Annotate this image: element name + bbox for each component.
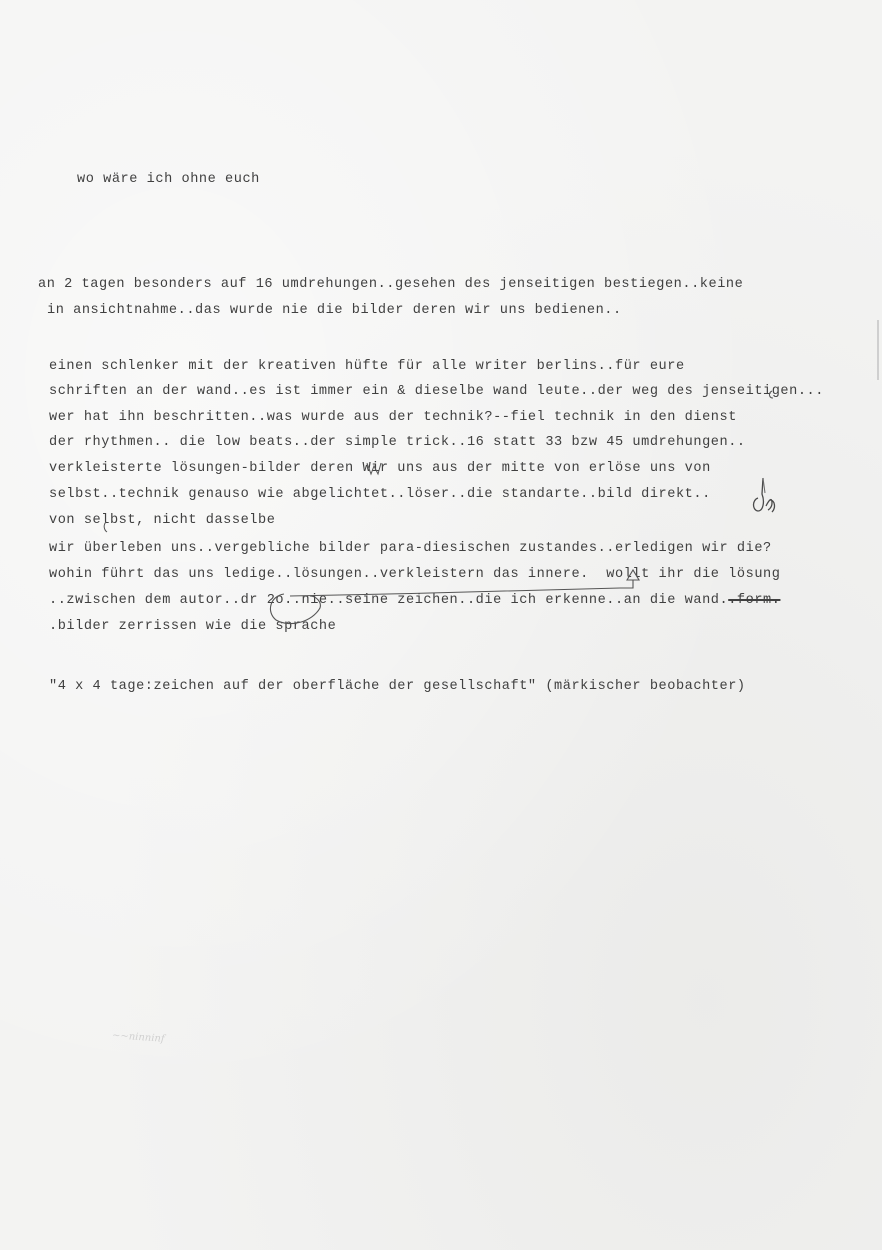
struck-word: .form. <box>728 593 781 608</box>
paragraph2-line-3: wer hat ihn beschritten..was wurde aus der technik?--fiel technik in den dienst <box>49 410 737 425</box>
paragraph2-line-4: der rhythmen.. die low beats..der simple trick..16 statt 33 bzw 45 umdrehungen.. <box>49 435 746 450</box>
handwritten-initials-mark <box>754 478 775 512</box>
paragraph2-line-2: schriften an der wand..es ist immer ein & dieselbe wand leute..der weg des jenseitigen... <box>49 384 824 399</box>
paragraph2-line-11: .bilder zerrissen wie die sprache <box>49 619 337 634</box>
paragraph2-line-5: verkleisterte lösungen-bilder deren Wir uns aus der mitte von erlöse uns von <box>49 461 711 476</box>
margin-stroke <box>763 478 765 493</box>
document-title: wo wäre ich ohne euch <box>77 172 260 187</box>
paragraph2-line-10 <box>49 592 780 610</box>
faint-pencil-mark: ~~ninninf <box>111 1030 165 1045</box>
paragraph2-line-6: selbst..technik genauso wie abgelichtet..löser..die standarte..bild direkt.. <box>49 487 711 502</box>
paragraph2-line-1: einen schlenker mit der kreativen hüfte für alle writer berlins..für eure <box>49 359 685 374</box>
paragraph1-line-1: an 2 tagen besonders auf 16 umdrehungen..gesehen des jenseitigen bestiegen..keine <box>38 277 744 292</box>
paragraph2-line-10-text: ..zwischen dem autor..dr 2o..nie..seine zeichen..die ich erkenne..an die wand. <box>49 593 729 608</box>
paragraph2-line-8: wir überleben uns..vergebliche bilder para-diesischen zustandes..erledigen wir die? <box>49 541 772 556</box>
quote-line: "4 x 4 tage:zeichen auf der oberfläche der gesellschaft" (märkischer beobachter) <box>49 679 746 694</box>
paragraph1-line-2: in ansichtnahme..das wurde nie die bilder deren wir uns bedienen.. <box>47 303 622 318</box>
paragraph2-line-7: von selbst, nicht dasselbe <box>49 513 276 528</box>
paragraph2-line-9: wohin führt das uns ledige..lösungen..verkleistern das innere. wollt ihr die lösung <box>49 567 781 582</box>
